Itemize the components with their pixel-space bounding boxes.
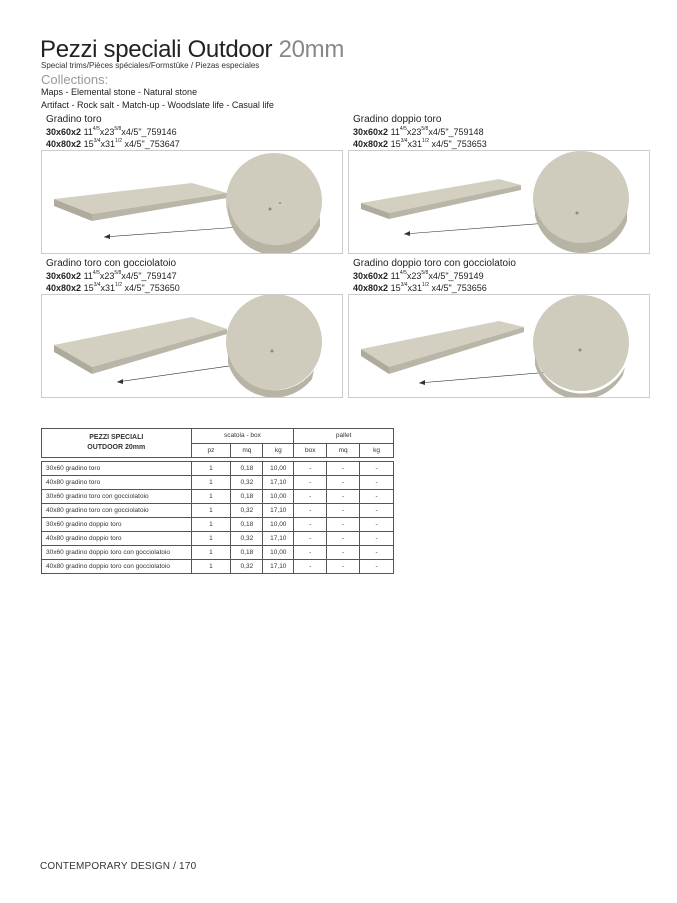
table-cell: 1	[191, 518, 231, 532]
column-header: pz	[191, 443, 231, 458]
row-label: 30x60 gradino toro con gocciolatoio	[42, 490, 192, 504]
table-cell: -	[327, 476, 360, 490]
table-cell: -	[327, 546, 360, 560]
product-gradino-doppio-toro	[348, 114, 648, 150]
table-cell: 1	[191, 560, 231, 574]
table-cell: 1	[191, 462, 231, 476]
product-image-gradino-toro-gocciolatoio	[41, 294, 343, 398]
page-title	[40, 36, 344, 64]
table-cell: -	[294, 462, 327, 476]
product-image-gradino-doppio-toro	[348, 150, 650, 254]
table-cell: 0,18	[231, 490, 263, 504]
table-cell: -	[327, 518, 360, 532]
table-cell: -	[360, 532, 394, 546]
table-row	[42, 462, 394, 476]
group-header-box: scatola - box	[191, 429, 294, 444]
table-cell: 10,00	[263, 462, 294, 476]
table-cell: -	[327, 490, 360, 504]
column-header: mq	[231, 443, 263, 458]
table-row	[42, 476, 394, 490]
product-name: Gradino toro	[46, 114, 102, 125]
product-size-line: 30x60x2 $11^{4/5}x23^{5/8}x4/5"\_759148$	[353, 126, 484, 137]
row-label: 40x80 gradino toro	[42, 476, 192, 490]
table-cell: 10,00	[263, 490, 294, 504]
table-title: PEZZI SPECIALI OUTDOOR 20mm	[42, 429, 192, 458]
table-cell: 0,32	[231, 476, 263, 490]
table-row	[42, 546, 394, 560]
collections-line-1: Maps - Elemental stone - Natural stone	[41, 87, 198, 97]
table-cell: 17,10	[263, 504, 294, 518]
collections-line-2: Artifact - Rock salt - Match-up - Woodslate life - Casual life	[41, 100, 274, 110]
table-row	[42, 518, 394, 532]
table-cell: -	[360, 504, 394, 518]
table-body	[42, 462, 394, 574]
product-gradino-toro-gocciolatoio	[41, 258, 341, 294]
column-header: kg	[263, 443, 294, 458]
table-cell: 17,10	[263, 476, 294, 490]
table-cell: -	[294, 518, 327, 532]
table-cell: -	[360, 546, 394, 560]
page-footer: CONTEMPORARY DESIGN / 170	[40, 861, 197, 872]
row-label: 30x60 gradino doppio toro con gocciolatoio	[42, 546, 192, 560]
table-cell: -	[360, 560, 394, 574]
row-label: 40x80 gradino doppio toro con gocciolatoio	[42, 560, 192, 574]
table-cell: -	[327, 462, 360, 476]
table-cell: 0,32	[231, 532, 263, 546]
table-cell: 10,00	[263, 518, 294, 532]
table-cell: -	[360, 518, 394, 532]
table-group-header-row	[42, 429, 394, 444]
product-name: Gradino doppio toro	[353, 114, 442, 125]
table-cell: 0,18	[231, 518, 263, 532]
spec-table	[41, 428, 394, 574]
product-size-line: 40x80x2 $15^{3/4}x31^{1/2}$ x4/5"_753647	[46, 138, 180, 149]
product-image-gradino-toro	[41, 150, 343, 254]
table-cell: 17,10	[263, 532, 294, 546]
page-subtitle: Special trims/Pièces spéciales/Formstüke / Piezas especiales	[41, 61, 260, 70]
table-cell: 1	[191, 546, 231, 560]
table-row	[42, 504, 394, 518]
table-cell: 0,18	[231, 462, 263, 476]
table-cell: -	[294, 532, 327, 546]
table-cell: -	[327, 504, 360, 518]
row-label: 40x80 gradino toro con gocciolatoio	[42, 504, 192, 518]
product-name: Gradino toro con gocciolatoio	[46, 258, 177, 269]
table-row	[42, 490, 394, 504]
table-cell: -	[360, 476, 394, 490]
table-cell: 0,32	[231, 504, 263, 518]
row-label: 30x60 gradino toro	[42, 462, 192, 476]
product-size-line: 40x80x2 $15^{3/4}x31^{1/2}$ x4/5"_753650	[46, 282, 180, 293]
product-size-line: 30x60x2 $11^{4/5}x23^{5/8}x4/5"\_759146$	[46, 126, 177, 137]
table-cell: 1	[191, 476, 231, 490]
column-header: kg	[360, 443, 394, 458]
table-cell: -	[360, 490, 394, 504]
title-main: Pezzi speciali Outdoor	[40, 36, 273, 63]
product-size-line: 40x80x2 $15^{3/4}x31^{1/2}$ x4/5"_753656	[353, 282, 487, 293]
table-cell: -	[360, 462, 394, 476]
table-cell: -	[294, 560, 327, 574]
product-gradino-toro	[41, 114, 341, 150]
table-cell: 17,10	[263, 560, 294, 574]
table-row	[42, 560, 394, 574]
product-size-line: 30x60x2 $11^{4/5}x23^{5/8}x4/5"\_759147$	[46, 270, 177, 281]
collections-label: Collections:	[41, 72, 109, 87]
title-thickness: 20mm	[278, 36, 345, 63]
table-cell: -	[327, 532, 360, 546]
table-cell: -	[327, 560, 360, 574]
table-cell: -	[294, 504, 327, 518]
table-cell: -	[294, 490, 327, 504]
table-cell: 10,00	[263, 546, 294, 560]
group-header-pallet: pallet	[294, 429, 394, 444]
table-cell: 1	[191, 504, 231, 518]
table-cell: 0,18	[231, 546, 263, 560]
column-header: mq	[327, 443, 360, 458]
table-cell: 1	[191, 532, 231, 546]
product-gradino-doppio-toro-gocciolatoio	[348, 258, 648, 294]
table-cell: 1	[191, 490, 231, 504]
table-row	[42, 532, 394, 546]
column-header: box	[294, 443, 327, 458]
row-label: 40x80 gradino doppio toro	[42, 532, 192, 546]
row-label: 30x60 gradino doppio toro	[42, 518, 192, 532]
table-cell: -	[294, 476, 327, 490]
table-cell: -	[294, 546, 327, 560]
product-size-line: 30x60x2 $11^{4/5}x23^{5/8}x4/5"\_759149$	[353, 270, 484, 281]
product-name: Gradino doppio toro con gocciolatoio	[353, 258, 516, 269]
product-size-line: 40x80x2 $15^{3/4}x31^{1/2}$ x4/5"_753653	[353, 138, 487, 149]
table-cell: 0,32	[231, 560, 263, 574]
product-image-gradino-doppio-toro-gocciolatoio	[348, 294, 650, 398]
